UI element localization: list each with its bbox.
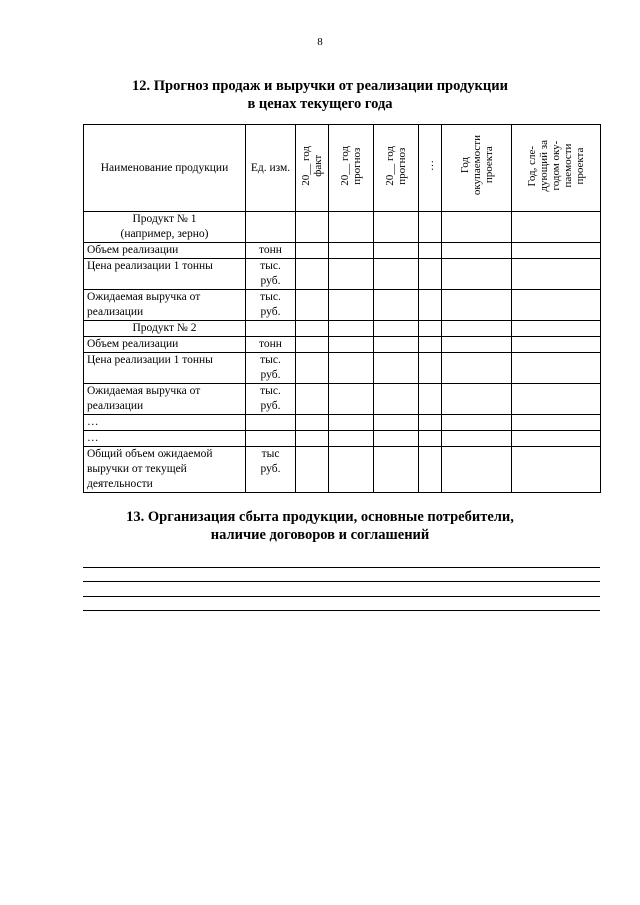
value-cell[interactable] <box>512 321 601 337</box>
value-cell[interactable] <box>374 353 419 384</box>
fill-in-line[interactable] <box>83 596 600 597</box>
header-payback-year <box>442 125 512 212</box>
header-year-fact-label: 20__ год факт <box>300 145 324 186</box>
row-label-cell: Цена реализации 1 тонны <box>84 259 246 290</box>
value-cell[interactable] <box>442 337 512 353</box>
value-cell[interactable] <box>512 353 601 384</box>
unit-cell: тыс руб. <box>246 447 296 493</box>
value-cell[interactable] <box>374 415 419 431</box>
table-row <box>84 353 601 384</box>
unit-cell: тыс. руб. <box>246 353 296 384</box>
header-year-forecast-1 <box>329 125 374 212</box>
value-cell[interactable] <box>329 384 374 415</box>
table-header-row <box>84 125 601 212</box>
row-label-cell: Объем реализации <box>84 243 246 259</box>
unit-cell: тыс. руб. <box>246 259 296 290</box>
value-cell[interactable] <box>419 259 442 290</box>
value-cell[interactable] <box>442 290 512 321</box>
header-year-after-payback <box>512 125 601 212</box>
section-13-title-line1: 13. Организация сбыта продукции, основные потребители, <box>126 509 514 525</box>
header-year-forecast-2-label: 20__ год прогноз <box>384 145 408 186</box>
value-cell[interactable] <box>296 384 329 415</box>
header-year-fact <box>296 125 329 212</box>
unit-cell <box>246 431 296 447</box>
fill-in-line[interactable] <box>83 581 600 582</box>
value-cell[interactable] <box>512 384 601 415</box>
row-label-cell: Общий объем ожидаемой выручки от текущей деятельности <box>84 447 246 493</box>
value-cell[interactable] <box>419 384 442 415</box>
value-cell[interactable] <box>296 415 329 431</box>
value-cell[interactable] <box>512 415 601 431</box>
value-cell[interactable] <box>419 415 442 431</box>
value-cell[interactable] <box>374 243 419 259</box>
value-cell[interactable] <box>296 212 329 243</box>
row-label-cell: Ожидаемая выручка от реализации <box>84 290 246 321</box>
header-payback-year-label: Год окупаемости проекта <box>458 135 495 196</box>
table-body <box>84 212 601 493</box>
value-cell[interactable] <box>512 259 601 290</box>
fill-in-line[interactable] <box>83 610 600 611</box>
value-cell[interactable] <box>374 321 419 337</box>
header-unit: Ед. изм. <box>246 125 296 212</box>
table-row <box>84 384 601 415</box>
value-cell[interactable] <box>329 337 374 353</box>
section-13-title <box>0 508 640 544</box>
unit-cell <box>246 321 296 337</box>
value-cell[interactable] <box>442 353 512 384</box>
value-cell[interactable] <box>442 384 512 415</box>
row-label-cell: … <box>84 431 246 447</box>
value-cell[interactable] <box>296 290 329 321</box>
header-ellipsis-label: … <box>424 160 436 171</box>
unit-cell <box>246 212 296 243</box>
value-cell[interactable] <box>512 447 601 493</box>
unit-cell: тонн <box>246 337 296 353</box>
value-cell[interactable] <box>329 259 374 290</box>
value-cell[interactable] <box>442 321 512 337</box>
value-cell[interactable] <box>296 353 329 384</box>
value-cell[interactable] <box>512 212 601 243</box>
value-cell[interactable] <box>329 290 374 321</box>
value-cell[interactable] <box>329 431 374 447</box>
unit-cell: тонн <box>246 243 296 259</box>
value-cell[interactable] <box>419 431 442 447</box>
section-12-title <box>0 77 640 113</box>
table-row <box>84 337 601 353</box>
value-cell[interactable] <box>442 259 512 290</box>
table-row <box>84 447 601 493</box>
section-12-title-line1: 12. Прогноз продаж и выручки от реализации продукции <box>132 78 508 94</box>
value-cell[interactable] <box>329 415 374 431</box>
value-cell[interactable] <box>419 337 442 353</box>
row-label-cell: Ожидаемая выручка от реализации <box>84 384 246 415</box>
product-heading-cell: Продукт № 1 (например, зерно) <box>84 212 246 243</box>
value-cell[interactable] <box>512 243 601 259</box>
unit-cell: тыс. руб. <box>246 384 296 415</box>
section-13-title-line2: наличие договоров и соглашений <box>210 527 430 543</box>
value-cell[interactable] <box>442 431 512 447</box>
value-cell[interactable] <box>374 337 419 353</box>
value-cell[interactable] <box>374 290 419 321</box>
value-cell[interactable] <box>512 290 601 321</box>
header-year-forecast-2 <box>374 125 419 212</box>
value-cell[interactable] <box>329 212 374 243</box>
table-row <box>84 431 601 447</box>
value-cell[interactable] <box>512 431 601 447</box>
header-year-after-payback-label: Год, сле- дующий за годом оку- паемости проекта <box>526 139 586 192</box>
page-number: 8 <box>317 36 323 48</box>
header-product-name: Наименование продукции <box>84 125 246 212</box>
value-cell[interactable] <box>296 431 329 447</box>
value-cell[interactable] <box>419 447 442 493</box>
value-cell[interactable] <box>442 243 512 259</box>
value-cell[interactable] <box>419 353 442 384</box>
value-cell[interactable] <box>442 212 512 243</box>
value-cell[interactable] <box>329 353 374 384</box>
value-cell[interactable] <box>296 321 329 337</box>
value-cell[interactable] <box>329 243 374 259</box>
table-row <box>84 290 601 321</box>
product-heading-cell: Продукт № 2 <box>84 321 246 337</box>
fill-in-line[interactable] <box>83 567 600 568</box>
value-cell[interactable] <box>296 259 329 290</box>
header-ellipsis <box>419 125 442 212</box>
table-row <box>84 415 601 431</box>
table-row <box>84 212 601 243</box>
row-label-cell: Цена реализации 1 тонны <box>84 353 246 384</box>
value-cell[interactable] <box>512 337 601 353</box>
value-cell[interactable] <box>419 212 442 243</box>
value-cell[interactable] <box>442 415 512 431</box>
value-cell[interactable] <box>374 431 419 447</box>
row-label-cell: Объем реализации <box>84 337 246 353</box>
value-cell[interactable] <box>329 321 374 337</box>
value-cell[interactable] <box>329 447 374 493</box>
row-label-cell: … <box>84 415 246 431</box>
unit-cell: тыс. руб. <box>246 290 296 321</box>
value-cell[interactable] <box>374 447 419 493</box>
sales-forecast-table <box>83 124 601 493</box>
value-cell[interactable] <box>296 447 329 493</box>
value-cell[interactable] <box>296 243 329 259</box>
value-cell[interactable] <box>374 212 419 243</box>
unit-cell <box>246 415 296 431</box>
value-cell[interactable] <box>442 447 512 493</box>
header-year-forecast-1-label: 20__ год прогноз <box>339 145 363 186</box>
table-row <box>84 243 601 259</box>
value-cell[interactable] <box>374 259 419 290</box>
value-cell[interactable] <box>419 243 442 259</box>
value-cell[interactable] <box>419 321 442 337</box>
table-row <box>84 259 601 290</box>
value-cell[interactable] <box>374 384 419 415</box>
table-row <box>84 321 601 337</box>
value-cell[interactable] <box>296 337 329 353</box>
section-12-title-line2: в ценах текущего года <box>247 96 393 112</box>
value-cell[interactable] <box>419 290 442 321</box>
